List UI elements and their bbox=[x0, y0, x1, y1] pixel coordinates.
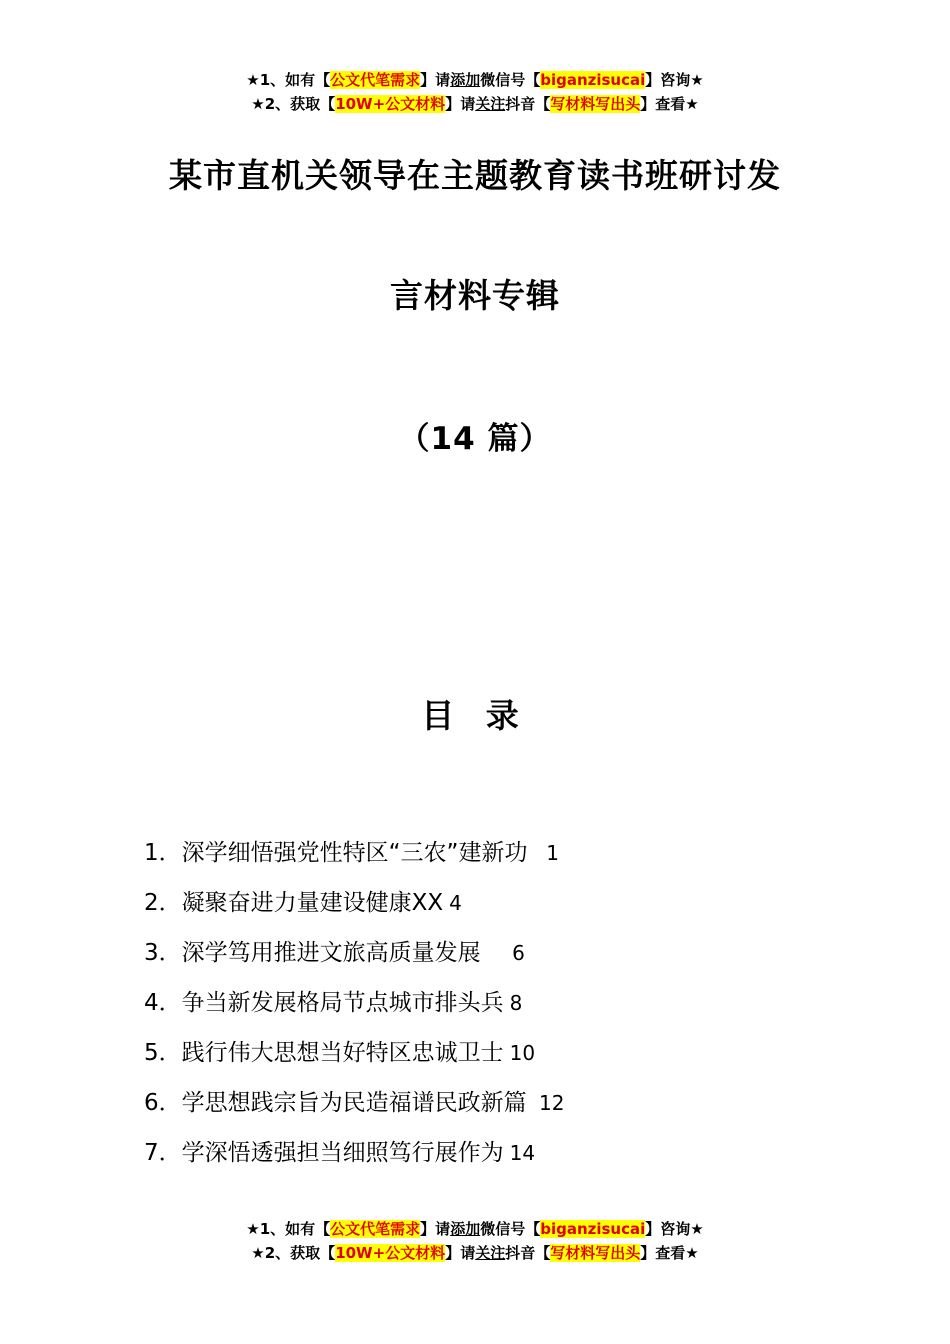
toc-item-number: 1． bbox=[144, 840, 182, 866]
toc-item-number: 7． bbox=[144, 1140, 182, 1166]
toc-item-number: 6． bbox=[144, 1090, 182, 1116]
toc-item-page: 12 bbox=[532, 1091, 565, 1115]
toc-item-number: 4． bbox=[144, 990, 182, 1016]
douyin-id: 写材料写出头 bbox=[550, 1244, 641, 1262]
toc-item-page: 14 bbox=[509, 1141, 536, 1165]
toc-heading: 目 录 bbox=[421, 696, 529, 735]
toc-item-number: 3． bbox=[144, 940, 182, 966]
banner-text: ★2、获取【 bbox=[251, 95, 336, 113]
banner-text: ★2、获取【 bbox=[251, 1244, 336, 1262]
banner-text: 】查看★ bbox=[640, 1244, 699, 1262]
banner-underline: 添加 bbox=[450, 1220, 481, 1238]
header-banner bbox=[0, 68, 950, 116]
wechat-id: biganzisucai bbox=[540, 1220, 646, 1238]
banner-highlight: 公文代笔需求 bbox=[330, 71, 421, 89]
banner-text: 】请 bbox=[420, 71, 451, 89]
toc-item-title: 学思想践宗旨为民造福谱民政新篇 bbox=[181, 1090, 527, 1116]
toc-item-page: 10 bbox=[509, 1041, 536, 1065]
toc-item[interactable] bbox=[144, 982, 844, 1032]
douyin-id: 写材料写出头 bbox=[550, 95, 641, 113]
toc-item-title: 践行伟大思想当好特区忠诚卫士 bbox=[181, 1040, 504, 1066]
toc-item[interactable] bbox=[144, 882, 844, 932]
table-of-contents bbox=[144, 832, 844, 1182]
toc-item-title: 争当新发展格局节点城市排头兵 bbox=[181, 990, 504, 1016]
banner-text: 】咨询★ bbox=[645, 71, 704, 89]
banner-text: 抖音【 bbox=[505, 95, 551, 113]
banner-text: ★1、如有【 bbox=[246, 1220, 331, 1238]
toc-item-page: 8 bbox=[509, 991, 523, 1015]
toc-item-title: 凝聚奋进力量建设健康XX bbox=[181, 890, 444, 916]
banner-underline: 关注 bbox=[475, 1244, 506, 1262]
toc-item-title: 深学笃用推进文旅高质量发展 bbox=[181, 940, 481, 966]
banner-text: 】查看★ bbox=[640, 95, 699, 113]
toc-item-title: 深学细悟强党性特区“三农”建新功 bbox=[181, 840, 528, 866]
toc-item-title: 学深悟透强担当细照笃行展作为 bbox=[181, 1140, 504, 1166]
footer-banner bbox=[0, 1217, 950, 1265]
banner-line-2 bbox=[0, 1241, 950, 1265]
toc-item-number: 5． bbox=[144, 1040, 182, 1066]
banner-line-1 bbox=[0, 1217, 950, 1241]
banner-text: 】咨询★ bbox=[645, 1220, 704, 1238]
toc-item[interactable] bbox=[144, 832, 844, 882]
banner-highlight: 10W+公文材料 bbox=[335, 1244, 446, 1262]
toc-item[interactable] bbox=[144, 1032, 844, 1082]
banner-highlight: 10W+公文材料 bbox=[335, 95, 446, 113]
toc-item-number: 2． bbox=[144, 890, 182, 916]
banner-text: 】请 bbox=[445, 1244, 476, 1262]
banner-text: 】请 bbox=[445, 95, 476, 113]
banner-underline: 关注 bbox=[475, 95, 506, 113]
banner-text: 】请 bbox=[420, 1220, 451, 1238]
banner-text: 微信号【 bbox=[480, 71, 541, 89]
banner-line-1 bbox=[0, 68, 950, 92]
toc-item-page: 4 bbox=[449, 891, 462, 915]
document-title-line-1: 某市直机关领导在主题教育读书班研讨发 bbox=[169, 156, 781, 195]
document-count: （14 篇） bbox=[398, 421, 552, 457]
document-title-line-2: 言材料专辑 bbox=[390, 276, 560, 315]
banner-text: ★1、如有【 bbox=[246, 71, 331, 89]
banner-text: 抖音【 bbox=[505, 1244, 551, 1262]
toc-item-page: 6 bbox=[486, 941, 525, 965]
banner-underline: 添加 bbox=[450, 71, 481, 89]
toc-item[interactable] bbox=[144, 1132, 844, 1182]
toc-item[interactable] bbox=[144, 932, 844, 982]
banner-line-2 bbox=[0, 92, 950, 116]
toc-item-page: 1 bbox=[533, 841, 559, 865]
toc-item[interactable] bbox=[144, 1082, 844, 1132]
wechat-id: biganzisucai bbox=[540, 71, 646, 89]
banner-highlight: 公文代笔需求 bbox=[330, 1220, 421, 1238]
banner-text: 微信号【 bbox=[480, 1220, 541, 1238]
